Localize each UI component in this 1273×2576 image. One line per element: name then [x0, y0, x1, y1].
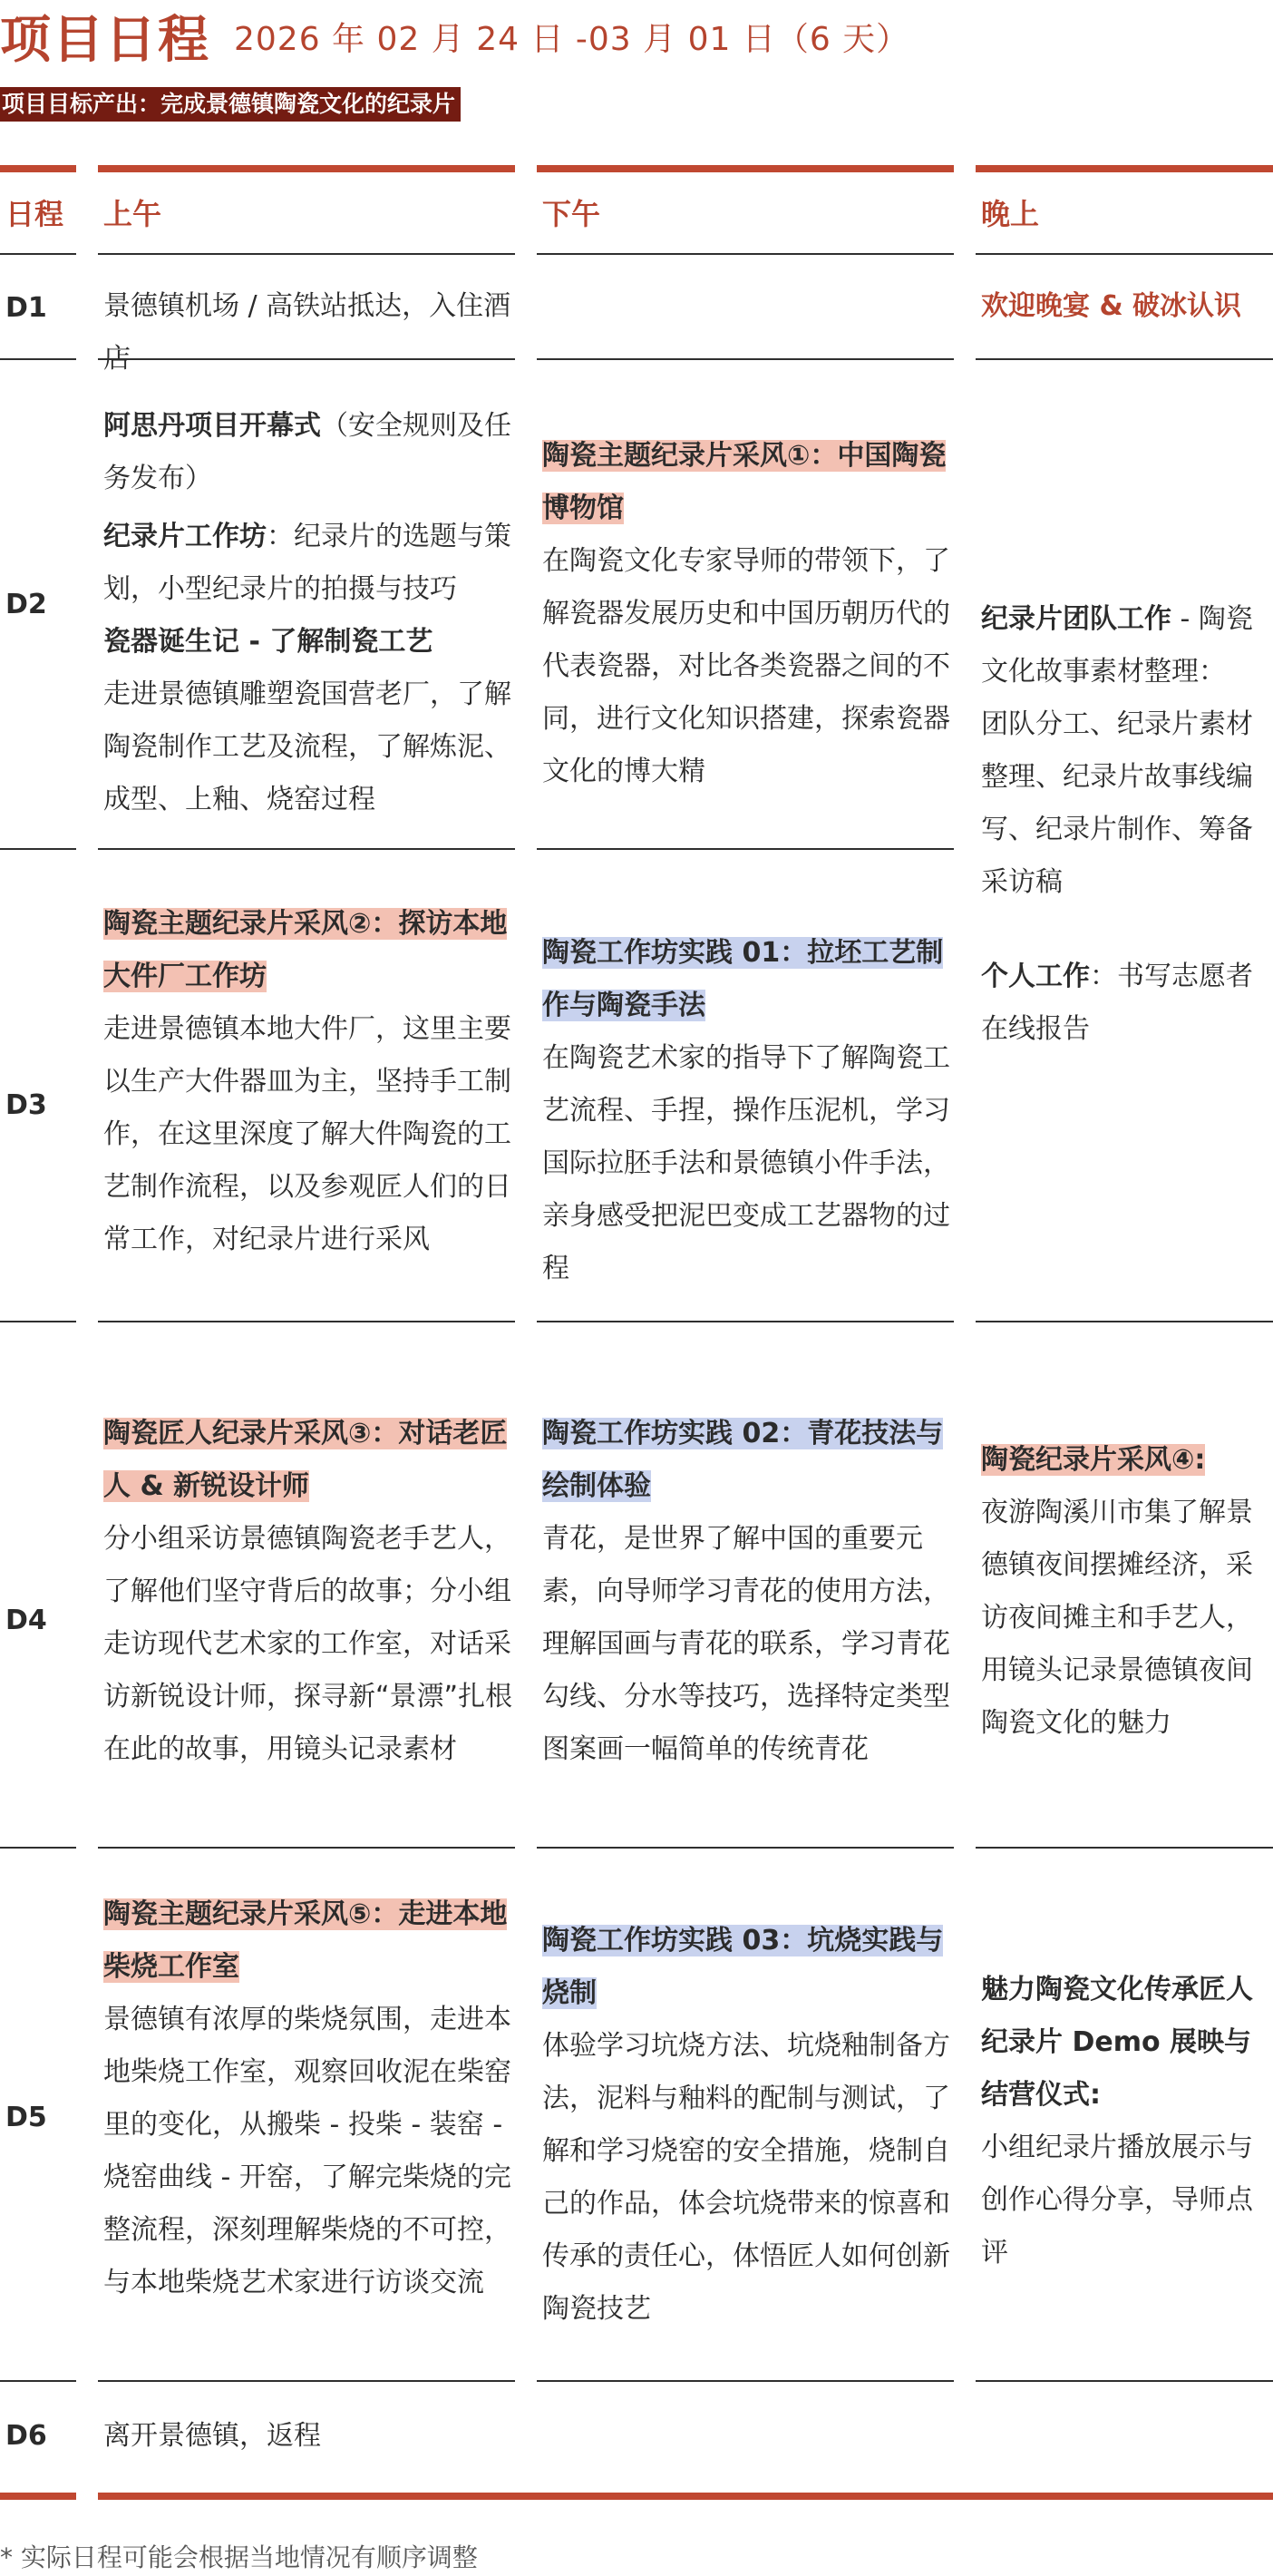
day-label-d3: D3: [5, 1089, 47, 1121]
d3-morning: [103, 898, 517, 1266]
d4-morning-title: 陶瓷匠人纪录片采风③：对话老匠人 & 新锐设计师: [103, 1418, 508, 1502]
d1-morning-text: 景德镇机场 / 高铁站抵达，入住酒店: [103, 290, 511, 375]
team-work-title: 纪录片团队工作: [981, 603, 1171, 635]
d6-morning-text: 离开景德镇，返程: [103, 2420, 321, 2452]
team-work: [981, 593, 1269, 698]
d3-morning-text: 走进景德镇本地大件厂，这里主要以生产大件器皿为主，坚持手工制作，在这里深度了解大件陶瓷的工艺制作流程，以及参观匠人们的日常工作，对纪录片进行采风: [103, 1013, 511, 1255]
bottom-rule-main: [98, 2493, 1273, 2500]
d1-evening-title: 欢迎晚宴 & 破冰认识: [981, 290, 1242, 322]
day-label-d2: D2: [5, 589, 47, 620]
d3-afternoon-title: 陶瓷工作坊实践 01：拉坯工艺制作与陶瓷手法: [542, 937, 944, 1021]
d5-afternoon: [542, 1915, 956, 2336]
d4-afternoon-title: 陶瓷工作坊实践 02：青花技法与绘制体验: [542, 1418, 944, 1502]
day-label-d5: D5: [5, 2102, 47, 2133]
day-label-d4: D4: [5, 1605, 47, 1636]
d2-opening-text: （安全规则及任务发布）: [103, 410, 511, 494]
footnote: * 实际日程可能会根据当地情况有顺序调整: [0, 2542, 478, 2572]
d5-afternoon-text: 体验学习坑烧方法、坑烧釉制备方法，泥料与釉料的配制与测试，了解和学习烧窑的安全措施，烧制自己的作品，体会坑烧带来的惊喜和传承的责任心，体悟匠人如何创新陶瓷技艺: [542, 2030, 950, 2325]
personal-work-text: ：书写志愿者在线报告: [981, 961, 1253, 1045]
d5-morning-text: 景德镇有浓厚的柴烧氛围，走进本地柴烧工作室，观察回收泥在柴窑里的变化，从搬柴 - 投柴 - 装窑 - 烧窑曲线 - 开窑，了解完柴烧的完整流程，深刻理解柴烧的不可控，与本地柴烧艺术家进行访谈交流: [103, 2004, 511, 2298]
column-header-day: 日程: [5, 197, 64, 231]
date-range: 2026 年 02 月 24 日 -03 月 01 日（6 天）: [234, 20, 910, 58]
column-header-evening: 晚上: [981, 197, 1040, 231]
d4-evening-text: 夜游陶溪川市集了解景德镇夜间摆摊经济，采访夜间摊主和手艺人，用镜头记录景德镇夜间陶瓷文化的魅力: [981, 1497, 1253, 1739]
d2-afternoon-title: 陶瓷主题纪录片采风①：中国陶瓷博物馆: [542, 440, 947, 524]
personal-work-title: 个人工作: [981, 961, 1090, 992]
d1-evening: [981, 280, 1269, 333]
personal-work: [981, 951, 1269, 1056]
d2-morning: [103, 400, 517, 826]
d5-evening: [981, 1964, 1269, 2279]
d3-afternoon-text: 在陶瓷艺术家的指导下了解陶瓷工艺流程、手捏，操作压泥机，学习国际拉胚手法和景德镇小件手法，亲身感受把泥巴变成工艺器物的过程: [542, 1042, 950, 1284]
d2-opening: [103, 400, 517, 505]
column-header-morning: 上午: [103, 197, 162, 231]
d2-afternoon-text: 在陶瓷文化专家导师的带领下，了解瓷器发展历史和中国历朝历代的代表瓷器，对比各类瓷器之间的不同，进行文化知识搭建，探索瓷器文化的博大精: [542, 545, 950, 787]
d4-afternoon-text: 青花，是世界了解中国的重要元素，向导师学习青花的使用方法，理解国画与青花的联系，学习青花勾线、分水等技巧，选择特定类型图案画一幅简单的传统青花: [542, 1523, 950, 1765]
page-header: [0, 0, 909, 73]
d1-morning: [103, 280, 517, 385]
day-label-d6: D6: [5, 2420, 47, 2452]
top-rule-morning: [98, 165, 515, 172]
d3-afternoon: [542, 927, 956, 1295]
d3-morning-title: 陶瓷主题纪录片采风②：探访本地大件厂工作坊: [103, 908, 508, 992]
d4-morning-text: 分小组采访景德镇陶瓷老手艺人，了解他们坚守背后的故事；分小组走访现代艺术家的工作室，对话采访新锐设计师，探寻新“景漂”扎根在此的故事，用镜头记录素材: [103, 1523, 513, 1765]
d2-workshop: [103, 511, 517, 616]
d2-workshop-text: ：纪录片的选题与策划，小型纪录片的拍摄与技巧: [103, 521, 511, 605]
team-work-text: - 陶瓷文化故事素材整理：: [981, 603, 1253, 688]
column-header-afternoon: 下午: [542, 197, 601, 231]
bottom-rule-day: [0, 2493, 76, 2500]
d4-evening-title: 陶瓷纪录片采风④:: [981, 1444, 1206, 1476]
d4-afternoon: [542, 1408, 956, 1776]
d2-porcelain-title: 瓷器诞生记 - 了解制瓷工艺: [103, 626, 433, 658]
top-rule-day: [0, 165, 76, 172]
project-goal: 项目目标产出：完成景德镇陶瓷文化的纪录片: [0, 87, 461, 122]
d2-opening-title: 阿思丹项目开幕式: [103, 410, 321, 442]
d2-workshop-title: 纪录片工作坊: [103, 521, 267, 552]
d4-evening: [981, 1434, 1269, 1750]
d5-morning: [103, 1888, 517, 2309]
d5-morning-title: 陶瓷主题纪录片采风⑤：走进本地柴烧工作室: [103, 1898, 508, 1983]
top-rule-evening: [976, 165, 1273, 172]
d5-afternoon-title: 陶瓷工作坊实践 03：坑烧实践与烧制: [542, 1925, 944, 2009]
d5-evening-title: 魅力陶瓷文化传承匠人纪录片 Demo 展映与结营仪式:: [981, 1974, 1253, 2111]
top-rule-afternoon: [537, 165, 954, 172]
day-label-d1: D1: [5, 292, 47, 324]
d2-afternoon: [542, 430, 956, 798]
team-work-details: 团队分工、纪录片素材整理、纪录片故事线编写、纪录片制作、筹备采访稿: [981, 708, 1253, 898]
d2-d3-evening: [981, 593, 1269, 1056]
d5-evening-text: 小组纪录片播放展示与创作心得分享，导师点评: [981, 2132, 1253, 2269]
d6-morning: [103, 2410, 517, 2463]
page-title: 项目日程: [0, 11, 210, 70]
d2-porcelain-text: 走进景德镇雕塑瓷国营老厂，了解陶瓷制作工艺及流程，了解炼泥、成型、上釉、烧窑过程: [103, 678, 511, 815]
d4-morning: [103, 1408, 517, 1776]
